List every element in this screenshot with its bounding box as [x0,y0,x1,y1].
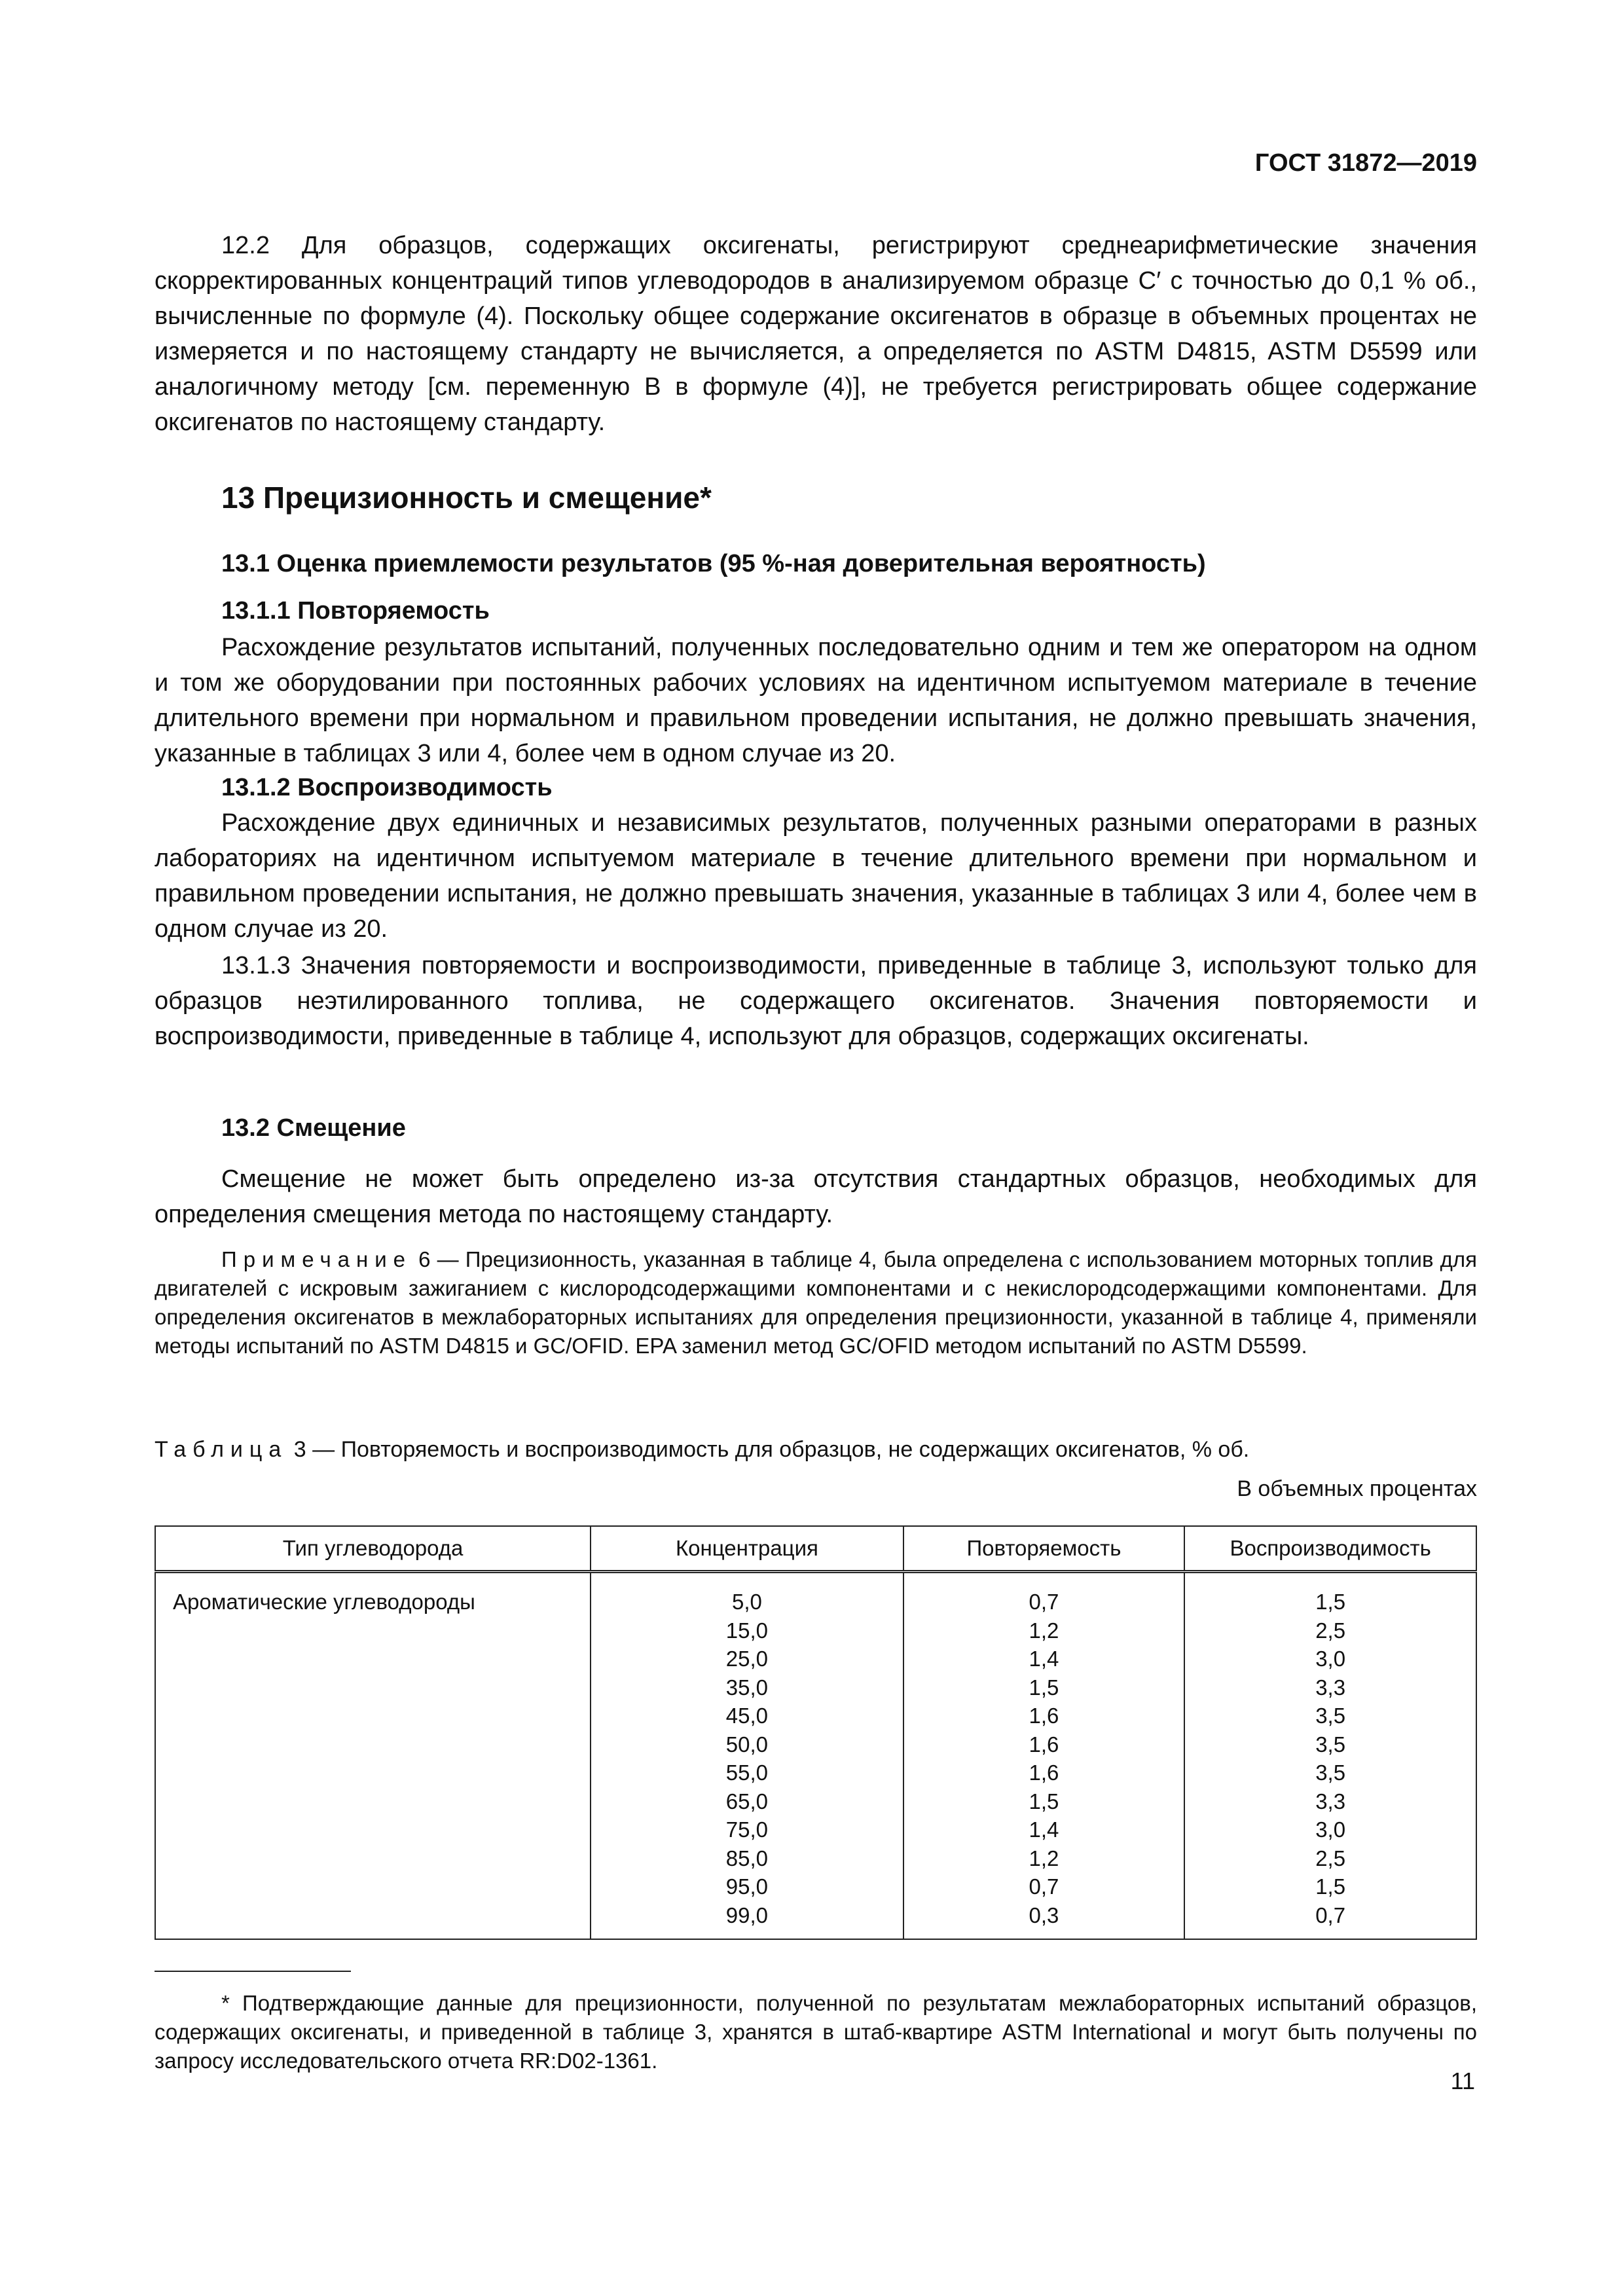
repeatability-value: 1,6 [1029,1704,1059,1728]
note-label: Примечание [221,1247,412,1271]
reproducibility-value: 2,5 [1315,1618,1346,1643]
reproducibility-value: 0,7 [1315,1903,1346,1927]
table-3 [155,1525,1477,1940]
concentration-value: 85,0 [725,1846,769,1870]
reproducibility-value: 1,5 [1315,1590,1346,1614]
section-13-2-heading: 13.2 Смещение [221,1114,406,1142]
repeatability-value: 0,3 [1029,1903,1059,1927]
header-concentration: Концентрация [591,1526,903,1572]
paragraph-13-1-1: Расхождение результатов испытаний, полученных последовательно одним и тем же оператором на одном и том же оборудовании при постоянных рабочих условиях на идентичном испытуемом материале в течение длительного времени при нормальном и правильном проведении испытания, не должно превышать значения, указанные в таблицах 3 или 4, более чем в одном случае из 20. [155,634,1477,767]
repeatability-value: 1,5 [1029,1675,1059,1700]
section-13-heading: 13 Прецизионность и смещение* [221,481,712,515]
repeatability-value: 1,5 [1029,1789,1059,1813]
repeatability-value: 0,7 [1029,1874,1059,1899]
concentration-value: 99,0 [725,1903,769,1927]
table-caption-text: 3 — Повторяемость и воспроизводимость для образцов, не содержащих оксигенатов, % об. [293,1437,1250,1462]
reproducibility-value: 1,5 [1315,1874,1346,1899]
reproducibility-value: 3,5 [1315,1732,1346,1757]
page-number: 11 [1450,2068,1475,2094]
concentration-value: 15,0 [725,1618,769,1643]
paragraph-12-2: 12.2 Для образцов, содержащих оксигенаты, регистрируют среднеарифметические значения скорректированных концентраций типов углеводородов в анализируемом образце C′ с точностью до 0,1 % об., вычисленные по формуле (4). Поскольку общее содержание оксигенатов в образце в объемных процентах не измеряется и по настоящему стандарту не вычисляется, а определяется по ASTM D4815, ASTM D5599 или аналогичному методу [см. переменную B в формуле (4)], не требуется регистрировать общее содержание оксигенатов по настоящему стандарту. [155,232,1477,436]
concentration-value: 95,0 [725,1874,769,1899]
section-13-1-2-heading: 13.1.2 Воспроизводимость [221,774,553,801]
repeatability-value: 1,6 [1029,1760,1059,1785]
concentration-value: 45,0 [725,1704,769,1728]
doc-header-code: ГОСТ 31872—2019 [1254,149,1477,177]
reproducibility-column [1186,1588,1475,1929]
paragraph-13-2: Смещение не может быть определено из-за отсутствия стандартных образцов, необходимых для определения смещения метода по настоящему стандарту. [155,1165,1477,1228]
note-6 [155,1245,1477,1360]
footnote: * Подтверждающие данные для прецизионности, полученной по результатам межлабораторных испытаний образцов, содержащих оксигенаты, и приведенной в таблице 3, хранятся в штаб-квартире ASTM International и могут быть получены по запросу исследовательского отчета RR:D02-1361. [155,1991,1477,2073]
reproducibility-value: 3,0 [1315,1647,1346,1671]
concentration-value: 65,0 [725,1789,769,1813]
concentration-value: 35,0 [725,1675,769,1700]
concentration-value: 55,0 [725,1760,769,1785]
section-13-1-1-heading: 13.1.1 Повторяемость [221,597,490,625]
repeatability-column [905,1588,1184,1929]
concentration-value: 5,0 [731,1590,762,1614]
repeatability-value: 1,6 [1029,1732,1059,1757]
concentration-value: 25,0 [725,1647,769,1671]
paragraph-13-1-2: Расхождение двух единичных и независимых результатов, полученных разными операторами в разных лабораториях на идентичном испытуемом материале в течение длительного времени при нормальном и правильном проведении испытания, не должно превышать значения, указанные в таблицах 3 или 4, более чем в одном случае из 20. [155,809,1477,943]
reproducibility-value: 3,5 [1315,1760,1346,1785]
table-row [155,1572,1476,1940]
table-3-units: В объемных процентах [1237,1476,1477,1501]
hydrocarbon-type-cell: Ароматические углеводороды [173,1590,475,1614]
reproducibility-value: 3,5 [1315,1704,1346,1728]
repeatability-value: 1,2 [1029,1846,1059,1870]
table-3-caption [155,1435,1249,1464]
header-repeatability: Повторяемость [903,1526,1185,1572]
concentration-column [592,1588,902,1929]
repeatability-value: 0,7 [1029,1590,1059,1614]
reproducibility-value: 3,0 [1315,1817,1346,1842]
table-label: Таблица [155,1437,288,1462]
repeatability-value: 1,4 [1029,1647,1059,1671]
concentration-value: 50,0 [725,1732,769,1757]
repeatability-value: 1,2 [1029,1618,1059,1643]
reproducibility-value: 2,5 [1315,1846,1346,1870]
reproducibility-value: 3,3 [1315,1675,1346,1700]
repeatability-value: 1,4 [1029,1817,1059,1842]
paragraph-13-1-3: 13.1.3 Значения повторяемости и воспроизводимости, приведенные в таблице 3, используют только для образцов неэтилированного топлива, не содержащего оксигенатов. Значения повторяемости и воспроизводимости, приведенные в таблице 4, используют для образцов, содержащих оксигенаты. [155,952,1477,1050]
header-hydrocarbon-type: Тип углеводорода [155,1526,591,1572]
reproducibility-value: 3,3 [1315,1789,1346,1813]
note-text: 6 — Прецизионность, указанная в таблице 4, была определена с использованием моторных топлив для двигателей с искровым зажиганием с кислородсодержащими компонентами и с некислородсодержащими компонентами. Для определения оксигенатов в межлабораторных испытаниях для определения прецизионности, указанной в таблице 4, применяли методы испытаний по ASTM D4815 и GC/OFID. EPA заменил метод GC/OFID методом испытаний по ASTM D5599. [155,1247,1478,1358]
header-reproducibility: Воспроизводимость [1184,1526,1476,1572]
concentration-value: 75,0 [725,1817,769,1842]
section-13-1-heading: 13.1 Оценка приемлемости результатов (95 %-ная доверительная вероятность) [221,550,1206,577]
footnote-divider [155,1971,351,1972]
